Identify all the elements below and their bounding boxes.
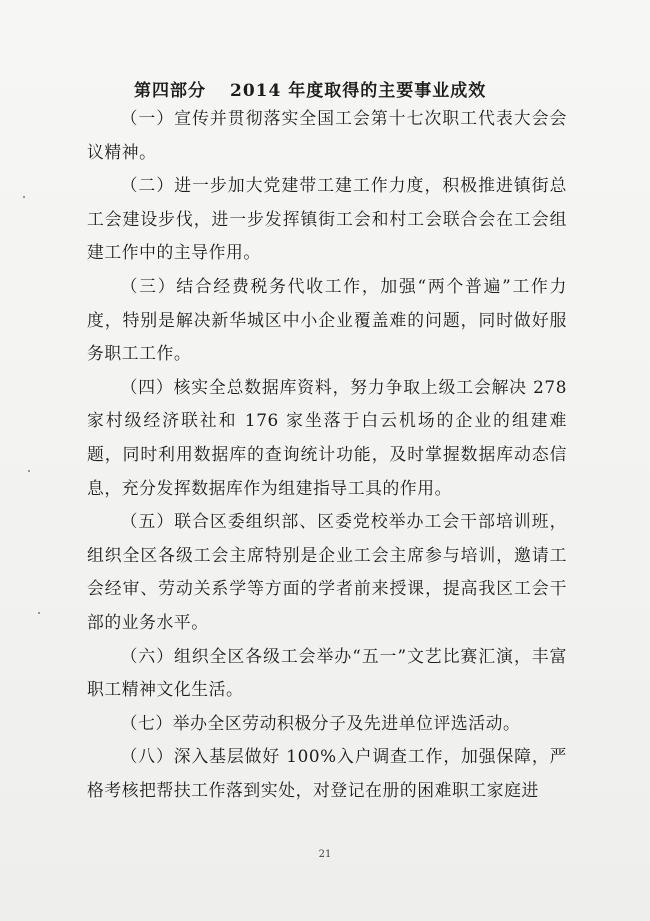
paragraph-5: （五）联合区委组织部、区委党校举办工会干部培训班，组织全区各级工会主席特别是企业工会主席参与培训，邀请工会经审、劳动关系学等方面的学者前来授课，提高我区工会干部的业务水平。 <box>87 511 567 632</box>
section-title-part: 第四部分 <box>134 81 206 101</box>
paragraph-6: （六）组织全区各级工会举办“五一”文艺比赛汇演，丰富职工精神文化生活。 <box>87 645 567 700</box>
document-body <box>87 102 567 807</box>
paragraph-2: （二）进一步加大党建带工建工作力度，积极推进镇街总工会建设步伐，进一步发挥镇街工会和村工会联合会在工会组建工作中的主导作用。 <box>87 175 567 263</box>
paragraph-7: （七）举办全区劳动积极分子及先进单位评选活动。 <box>120 712 521 733</box>
section-title <box>134 76 486 101</box>
scan-speck <box>38 612 40 614</box>
paragraph-3: （三）结合经费税务代收工作，加强“两个普遍”工作力度，特别是解决新华城区中小企业覆盖难的问题，同时做好服务职工工作。 <box>87 275 567 364</box>
paragraph-8: （八）深入基层做好 100%入户调查工作，加强保障，严格考核把帮扶工作落到实处，对登记在册的困难职工家庭进 <box>87 746 567 800</box>
paragraph-4: （四）核实全总数据库资料，努力争取上级工会解决 278 家村级经济联社和 176 家坐落于白云机场的企业的组建难题，同时利用数据库的查询统计功能，及时掌握数据库动态信息，充分发挥数据库作为组建指导工具的作用。 <box>87 376 567 498</box>
section-title-text: 2014 年度取得的主要事业成效 <box>230 81 487 101</box>
scan-speck <box>23 196 25 198</box>
scan-speck <box>28 470 30 472</box>
paragraph-1: （一）宣传并贯彻落实全国工会第十七次职工代表大会会议精神。 <box>87 108 567 162</box>
page-number: 21 <box>318 849 332 860</box>
